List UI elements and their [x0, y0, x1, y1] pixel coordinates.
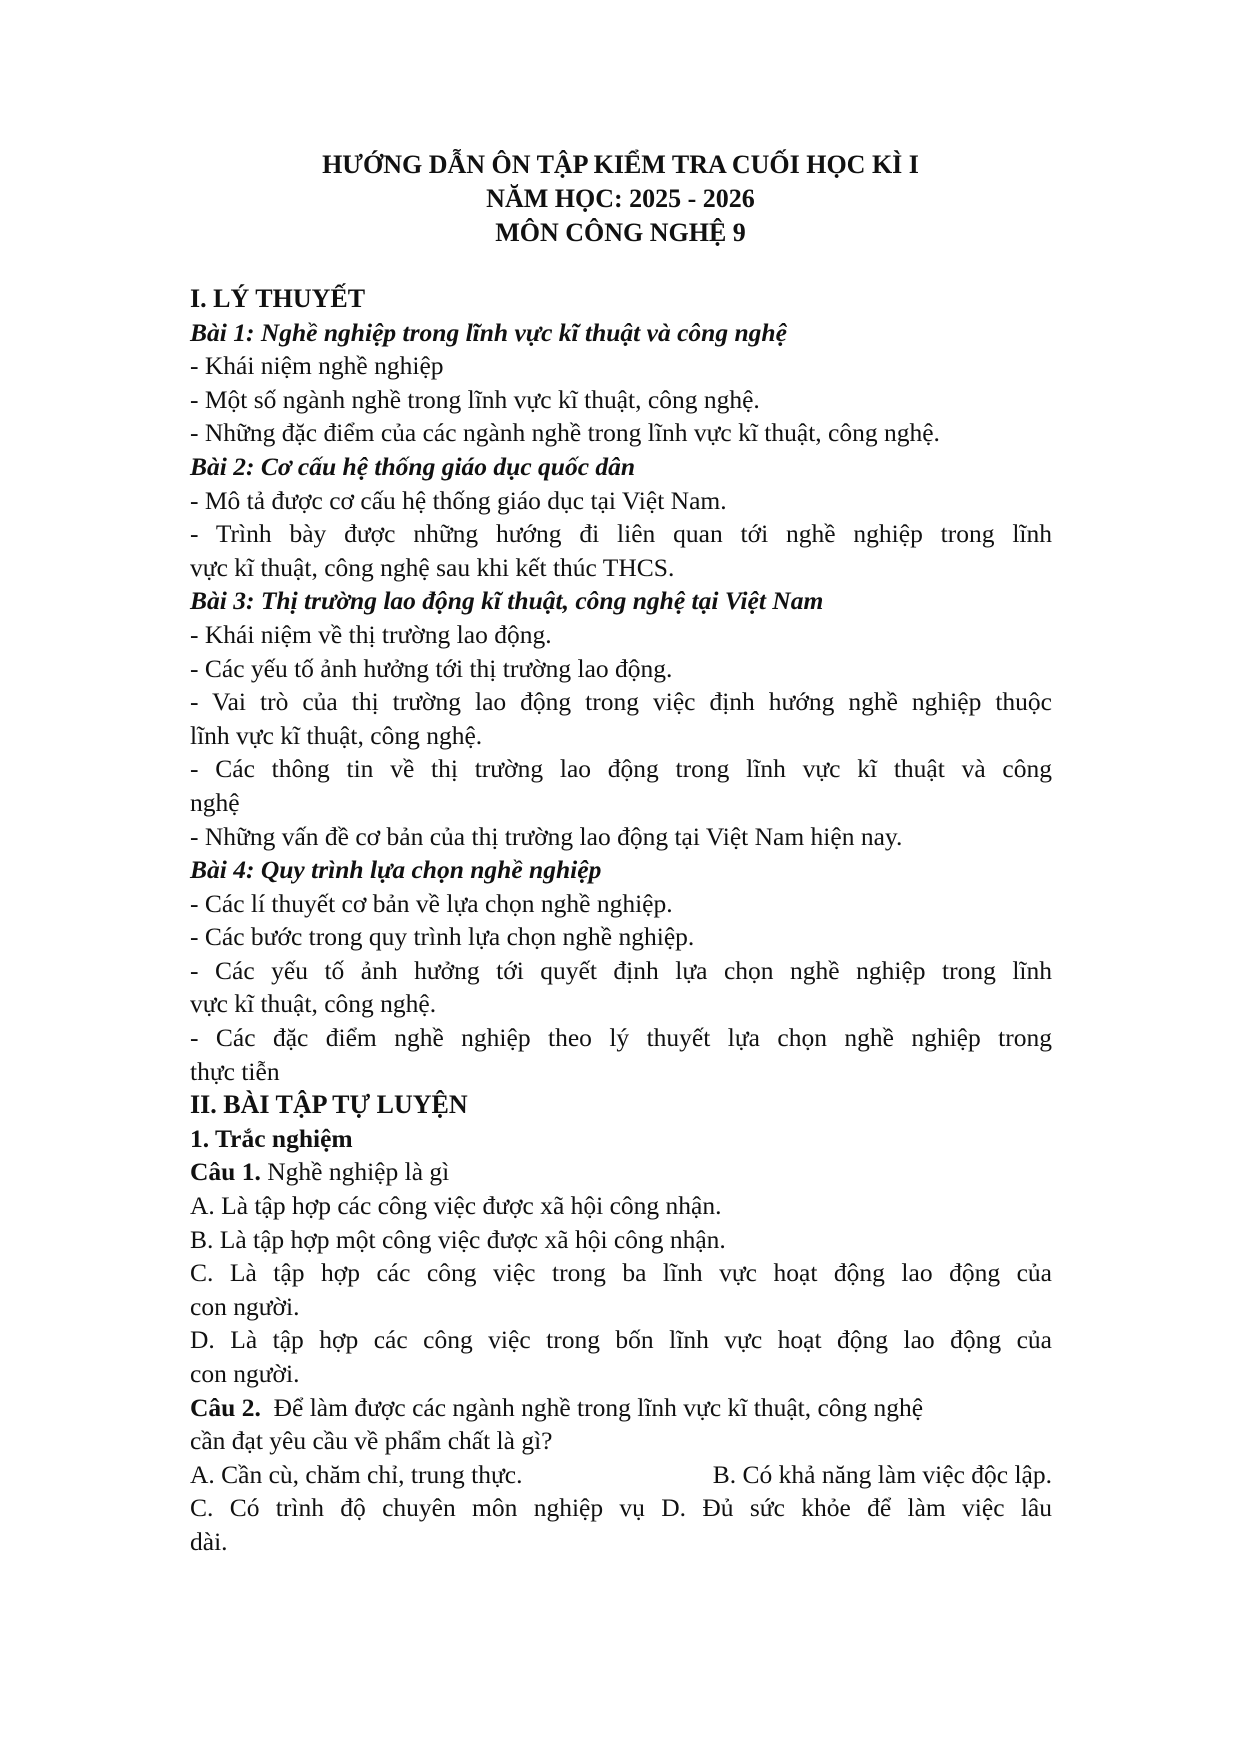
document-header: [0, 148, 1241, 250]
answer-option-continued: con người.: [190, 1291, 300, 1321]
question-label: Câu 2.: [190, 1392, 261, 1422]
answer-option: C. Có trình độ chuyên môn nghiệp vụ D. Đủ sức khỏe để làm việc lâu: [190, 1493, 1052, 1523]
list-item: - Vai trò của thị trường lao động trong việc định hướng nghề nghiệp thuộc: [190, 687, 1052, 717]
list-item: - Khái niệm về thị trường lao động.: [190, 619, 552, 649]
list-item: - Các đặc điểm nghề nghiệp theo lý thuyết lựa chọn nghề nghiệp trong: [190, 1023, 1052, 1053]
answer-option-continued: dài.: [190, 1526, 228, 1556]
list-item: - Những vấn đề cơ bản của thị trường lao động tại Việt Nam hiện nay.: [190, 821, 903, 851]
document-body: [190, 282, 1052, 1559]
answer-option: C. Là tập hợp các công việc trong ba lĩnh vực hoạt động lao động của: [190, 1258, 1052, 1288]
list-item: thực tiễn: [190, 1056, 280, 1086]
list-item: - Các bước trong quy trình lựa chọn nghề nghiệp.: [190, 922, 695, 952]
answer-option: A. Cần cù, chăm chỉ, trung thực.: [190, 1459, 523, 1489]
list-item: - Trình bày được những hướng đi liên quan tới nghề nghiệp trong lĩnh: [190, 519, 1052, 549]
answer-row: [190, 1458, 1052, 1492]
question-1: [190, 1155, 1052, 1189]
list-item: - Một số ngành nghề trong lĩnh vực kĩ thuật, công nghệ.: [190, 384, 760, 414]
subsection-heading-mcq: 1. Trắc nghiệm: [190, 1123, 353, 1153]
answer-option-continued: con người.: [190, 1359, 300, 1388]
answer-option: A. Là tập hợp các công việc được xã hội công nhận.: [190, 1191, 722, 1221]
section-heading-theory: I. LÝ THUYẾT: [190, 284, 366, 313]
lesson-1-title: Bài 1: Nghề nghiệp trong lĩnh vực kĩ thuật và công nghệ: [190, 317, 787, 347]
section-heading-practice: II. BÀI TẬP TỰ LUYỆN: [190, 1090, 468, 1120]
list-item: - Các thông tin về thị trường lao động trong lĩnh vực kĩ thuật và công: [190, 754, 1052, 784]
list-item: - Các yếu tố ảnh hưởng tới quyết định lựa chọn nghề nghiệp trong lĩnh: [190, 955, 1052, 985]
list-item: - Mô tả được cơ cấu hệ thống giáo dục tại Việt Nam.: [190, 485, 727, 515]
question-text-continued: cần đạt yêu cầu về phẩm chất là gì?: [190, 1426, 553, 1456]
answer-option: B. Là tập hợp một công việc được xã hội công nhận.: [190, 1224, 726, 1254]
question-text: Nghề nghiệp là gì: [260, 1157, 450, 1187]
school-year: NĂM HỌC: 2025 - 2026: [486, 184, 755, 213]
answer-option: D. Là tập hợp các công việc trong bốn lĩnh vực hoạt động lao động của: [190, 1325, 1052, 1355]
lesson-3-title: Bài 3: Thị trường lao động kĩ thuật, công nghệ tại Việt Nam: [190, 586, 824, 616]
question-text: Để làm được các ngành nghề trong lĩnh vực kĩ thuật, công nghệ: [260, 1392, 924, 1422]
document-title: HƯỚNG DẪN ÔN TẬP KIỂM TRA CUỐI HỌC KÌ I: [322, 150, 919, 179]
list-item: nghệ: [190, 787, 240, 817]
list-item: - Các lí thuyết cơ bản về lựa chọn nghề nghiệp.: [190, 888, 673, 918]
list-item: vực kĩ thuật, công nghệ.: [190, 989, 437, 1019]
list-item: - Khái niệm nghề nghiệp: [190, 351, 444, 381]
lesson-4-title: Bài 4: Quy trình lựa chọn nghề nghiệp: [190, 855, 602, 885]
list-item: vực kĩ thuật, công nghệ sau khi kết thúc THCS.: [190, 552, 675, 582]
list-item: - Các yếu tố ảnh hưởng tới thị trường lao động.: [190, 653, 673, 683]
lesson-2-title: Bài 2: Cơ cấu hệ thống giáo dục quốc dân: [190, 451, 636, 481]
question-2: [190, 1391, 1052, 1425]
list-item: - Những đặc điểm của các ngành nghề trong lĩnh vực kĩ thuật, công nghệ.: [190, 418, 940, 448]
list-item: lĩnh vực kĩ thuật, công nghệ.: [190, 720, 483, 750]
question-label: Câu 1.: [190, 1157, 261, 1187]
answer-option: B. Có khả năng làm việc độc lập.: [712, 1459, 1052, 1489]
subject-title: MÔN CÔNG NGHỆ 9: [495, 218, 746, 247]
